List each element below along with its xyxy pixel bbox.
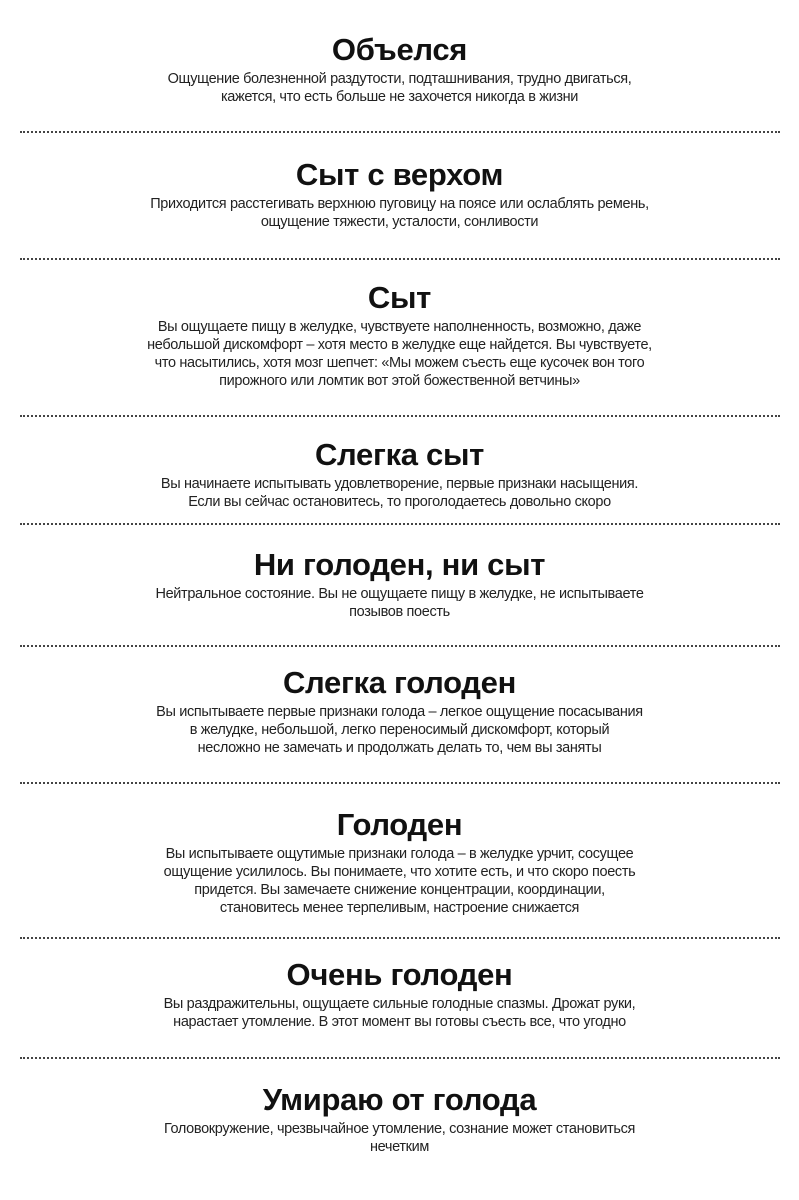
level-description — [0, 70, 799, 106]
dotted-divider — [20, 131, 780, 133]
scale-level-section — [0, 955, 799, 1031]
description-line: Нейтральное состояние. Вы не ощущаете пищу в желудке, не испытываете — [155, 586, 644, 602]
level-title: Слегка сыт — [314, 437, 485, 472]
scale-level-section — [0, 663, 799, 757]
dotted-divider — [20, 523, 780, 525]
level-description — [0, 475, 799, 511]
level-title: Ни голоден, ни сыт — [253, 547, 546, 582]
dotted-divider — [20, 258, 780, 260]
description-line: кажется, что есть больше не захочется никогда в жизни — [220, 89, 579, 105]
description-line: в желудке, небольшой, легко переносимый дискомфорт, который — [189, 722, 610, 738]
dotted-divider — [20, 415, 780, 417]
level-title: Голоден — [336, 807, 463, 842]
level-title: Сыт — [367, 280, 432, 315]
description-line: ощущение усилилось. Вы понимаете, что хотите есть, и что скоро поесть — [163, 864, 636, 880]
level-description — [0, 585, 799, 621]
level-title: Слегка голоден — [282, 665, 517, 700]
description-line: Вы испытываете первые признаки голода – легкое ощущение посасывания — [156, 704, 643, 720]
level-description — [0, 703, 799, 757]
level-title: Очень голоден — [286, 957, 513, 992]
description-line: ощущение тяжести, усталости, сонливости — [260, 214, 539, 230]
level-title: Умираю от голода — [262, 1082, 537, 1117]
scale-level-section — [0, 30, 799, 106]
description-line: нечетким — [370, 1139, 429, 1155]
description-line: Если вы сейчас остановитесь, то проголодаетесь довольно скоро — [188, 494, 611, 510]
description-line: нарастает утомление. В этот момент вы готовы съесть все, что угодно — [173, 1014, 626, 1030]
scale-level-section — [0, 155, 799, 231]
description-line: позывов поесть — [349, 604, 450, 620]
scale-level-section — [0, 805, 799, 917]
level-description — [0, 318, 799, 390]
description-line: Головокружение, чрезвычайное утомление, сознание может становиться — [163, 1121, 636, 1137]
scale-level-section — [0, 435, 799, 511]
description-line: Вы испытываете ощутимые признаки голода – в желудке урчит, сосущее — [165, 846, 634, 862]
description-line: Вы ощущаете пищу в желудке, чувствуете наполненность, возможно, даже — [157, 319, 642, 335]
level-description — [0, 195, 799, 231]
level-description — [0, 995, 799, 1031]
dotted-divider — [20, 1057, 780, 1059]
scale-level-section — [0, 278, 799, 390]
dotted-divider — [20, 937, 780, 939]
description-line: Вы раздражительны, ощущаете сильные голодные спазмы. Дрожат руки, — [163, 996, 636, 1012]
description-line: что насытились, хотя мозг шепчет: «Мы можем съесть еще кусочек вон того — [154, 355, 645, 371]
description-line: несложно не замечать и продолжать делать то, чем вы заняты — [197, 740, 602, 756]
scale-level-section — [0, 1080, 799, 1156]
dotted-divider — [20, 782, 780, 784]
description-line: придется. Вы замечаете снижение концентрации, координации, — [194, 882, 605, 898]
description-line: небольшой дискомфорт – хотя место в желудке еще найдется. Вы чувствуете, — [147, 337, 652, 353]
level-description — [0, 1120, 799, 1156]
scale-level-section — [0, 545, 799, 621]
level-title: Сыт с верхом — [295, 157, 504, 192]
level-description — [0, 845, 799, 917]
dotted-divider — [20, 645, 780, 647]
description-line: Приходится расстегивать верхнюю пуговицу на поясе или ослаблять ремень, — [150, 196, 649, 212]
level-title: Объелся — [331, 32, 468, 67]
description-line: Вы начинаете испытывать удовлетворение, первые признаки насыщения. — [160, 476, 639, 492]
description-line: пирожного или ломтик вот этой божественной ветчины» — [219, 373, 580, 389]
description-line: Ощущение болезненной раздутости, подташнивания, трудно двигаться, — [167, 71, 632, 87]
description-line: становитесь менее терпеливым, настроение снижается — [219, 900, 580, 916]
